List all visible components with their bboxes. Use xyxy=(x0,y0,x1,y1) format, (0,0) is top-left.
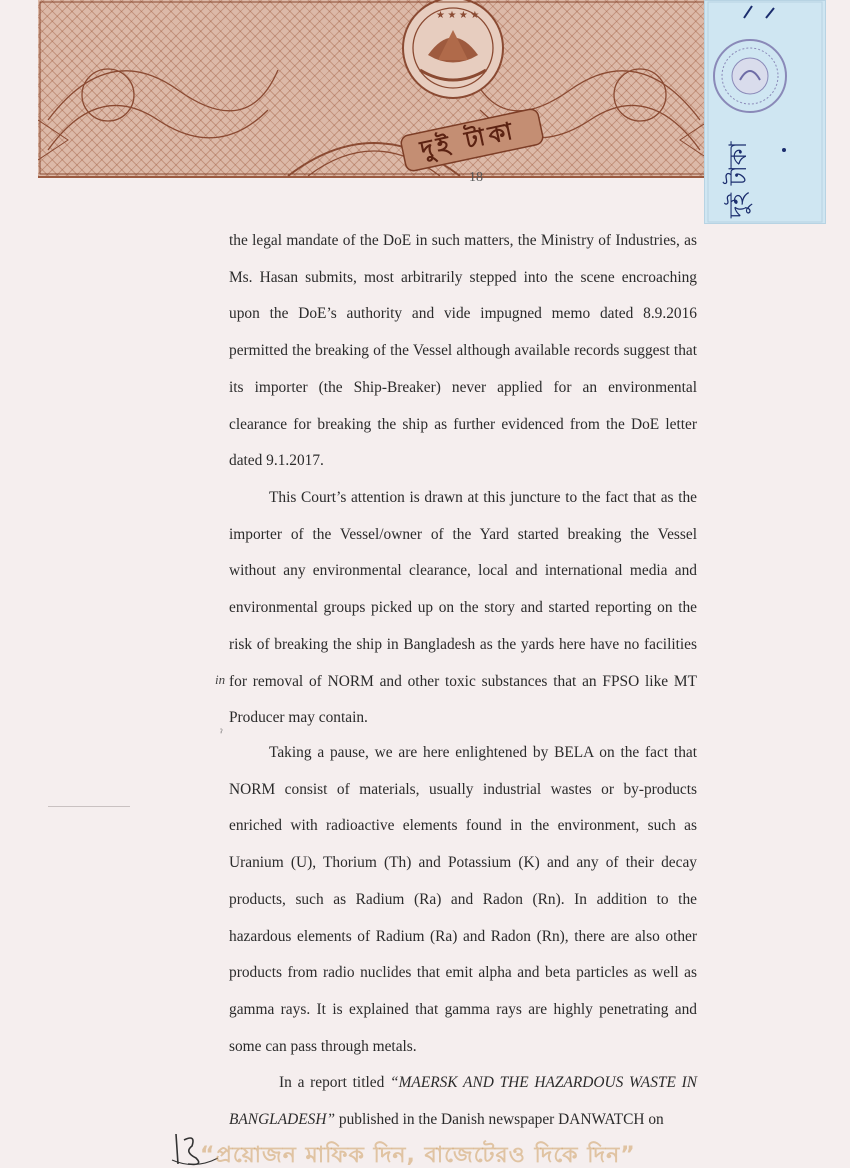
paragraph-4-tail: published in the Danish newspaper DANWATCH on xyxy=(335,1110,664,1128)
stamp-paper-banner xyxy=(38,0,710,178)
revenue-stamp-text: দুই টাকা xyxy=(724,141,752,218)
report-title: “MAERSK AND THE HAZARDOUS WASTE IN BANGLADESH” xyxy=(229,1074,697,1128)
margin-handwritten-mark: in xyxy=(215,672,226,687)
paragraph-4-lead: In a report titled xyxy=(279,1074,391,1091)
paragraph-4 xyxy=(229,1065,697,1138)
banner-ornament xyxy=(38,0,710,178)
stamp-value-text: দুই টাকা xyxy=(417,116,519,164)
page-number: 18 xyxy=(469,170,483,185)
paragraph-2: This Court’s attention is drawn at this juncture to the fact that as the importer of the Vessel/owner of the Yard started breaking the Vessel without any environmental clearance, local and international media and environmental groups picked up on the story and started reporting on the risk of breaking the ship in Bangladesh as the yards here have no facilities for removal of NORM and other toxic substances that an FPSO like MT Producer may contain. xyxy=(229,489,697,727)
margin-rule xyxy=(48,806,130,807)
svg-text:★ ★ ★ ★: ★ ★ ★ ★ xyxy=(436,10,480,21)
paragraph-3: Taking a pause, we are here enlightened by BELA on the fact that NORM consist of materials, usually industrial wastes or by-products enriched with radioactive elements found in the environment, such as Uranium (U), Thorium (Th) and Potassium (K) and any of their decay products, such as Radium (Ra) and Radon (Rn). In addition to the hazardous elements of Radium (Ra) and Radon (Rn), there are also other products from radio nuclides that emit alpha and beta particles as well as gamma rays. It is explained that gamma rays are highly penetrating and some can pass through metals. xyxy=(229,744,697,1055)
national-emblem xyxy=(403,0,503,98)
footer-motto: “প্রয়োজন মাফিক দিন, বাজেটেরও দিকে দিন” xyxy=(200,1143,636,1168)
margin-tick: ˀ xyxy=(220,728,223,739)
paragraph-1: the legal mandate of the DoE in such matters, the Ministry of Industries, as Ms. Hasan submits, most arbitrarily stepped into the scene encroaching upon the DoE’s authority and vide impugned memo dated 8.9.2016 permitted the breaking of the Vessel although available records suggest that its importer (the Ship-Breaker) never applied for an environmental clearance for breaking the ship as further evidenced from the DoE letter dated 9.1.2017. xyxy=(229,232,697,470)
